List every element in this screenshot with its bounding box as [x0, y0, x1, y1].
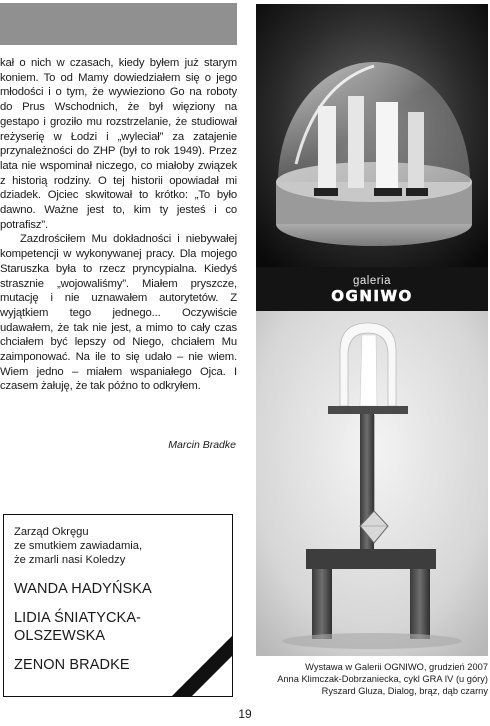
caption-line-3: Ryszard Gluza, Dialog, brąz, dąb czarny	[321, 686, 488, 696]
obituary-name-1: WANDA HADYŃSKA	[14, 581, 152, 597]
gallery-photo-dome-sculpture	[256, 4, 488, 267]
article-paragraph-1: kał o nich w czasach, kiedy byłem już starym koniem. To od Mamy dowiedziałem się o jego młodości i o tym, że wywieziono Go na roboty do Prus Wschodnich, że był więziony na gestapo i groziło mu rozstrzelanie, że studiował reżyserię w Łodzi i „wyleciał” za zatajenie przynależności do ZHP (był to rok 1949). Przez lata nie wspominał niczego, co miałoby związek z historią rodziny. O tej historii opowiadał mi dziadek. Ojciec skwitował to krótko: „To było dawno. Ważne jest to, kim ty jesteś i co potrafisz”.	[0, 57, 237, 231]
gallery-photo-bronze-oak-sculpture	[256, 311, 488, 656]
obituary-name-2: LIDIA ŚNIATYCKA-OLSZEWSKA	[14, 610, 142, 644]
mourning-band-icon	[172, 627, 232, 696]
gallery-name-band	[256, 267, 488, 311]
obituary-line-2: ze smutkiem zawiadamia,	[14, 540, 143, 552]
gallery-label: galeria	[352, 275, 392, 287]
obituary-box	[3, 514, 233, 697]
photo-caption	[256, 661, 488, 697]
gallery-logo: OGNIWO	[331, 287, 413, 305]
obituary-name-3: ZENON BRADKE	[14, 657, 130, 673]
article-paragraph-2: Zazdrościłem Mu dokładności i niebywałej kompetencji w wykonywanej pracy. Dla mojego Staruszka była to rzecz pryncypialna. Kiedyś strasznie „wojowaliśmy”. Miałem pryszcze, mutację i nie uznawałem autorytetów. Z wyjątkiem tego jednego... Oczywiście udawałem, że tak nie jest, a mimo to cały czas chciałem być lepszy od Niego, chciałem Mu zaimponować. Na ile to się udało – nie wiem. Wiem jedno – miałem wspaniałego Ojca. I czasem żałuję, że tak późno to odkryłem.	[0, 233, 237, 393]
obituary-line-1: Zarząd Okręgu	[14, 526, 89, 538]
caption-line-2: Anna Klimczak-Dobrzaniecka, cykl GRA IV (u góry)	[277, 674, 488, 684]
article-signature: Marcin Bradke	[168, 439, 236, 451]
obituary-line-3: że zmarli nasi Koledzy	[14, 554, 126, 566]
header-grey-bar	[0, 3, 237, 45]
caption-line-1: Wystawa w Galerii OGNIWO, grudzień 2007	[305, 662, 488, 672]
page-number: 19	[238, 707, 252, 721]
article-text	[0, 56, 237, 394]
